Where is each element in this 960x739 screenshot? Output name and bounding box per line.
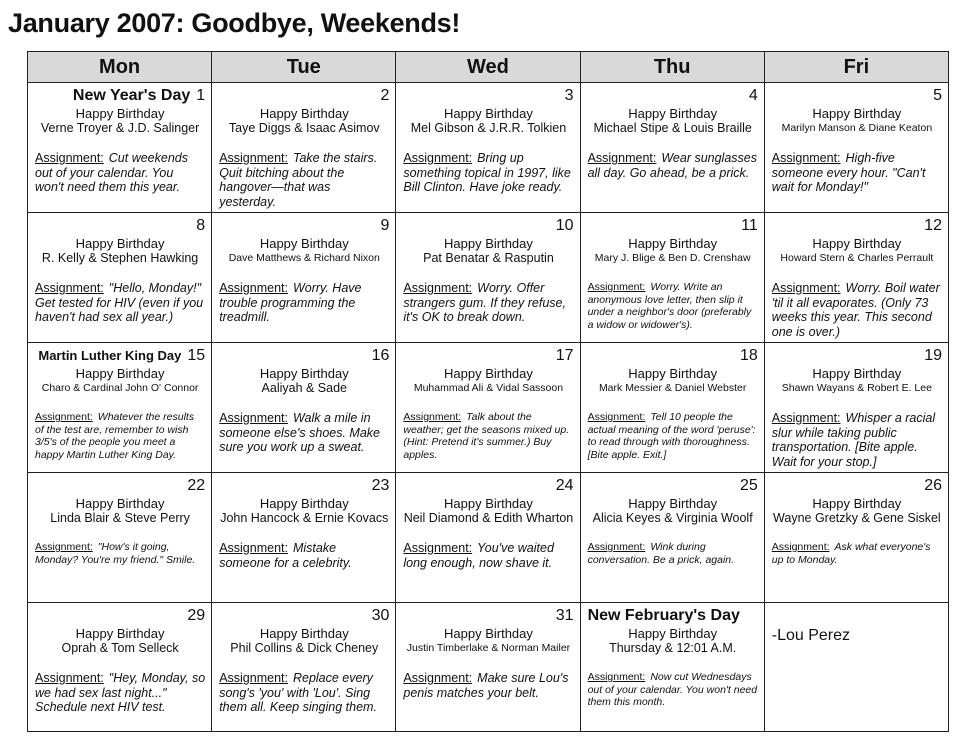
happy-birthday-label: Happy Birthday [628,496,718,511]
assignment-label: Assignment: [35,151,104,165]
happy-birthday-label: Happy Birthday [75,626,165,641]
birthday-names: Mark Messier & Daniel Webster [598,382,747,394]
day-cell [764,213,948,343]
week-row [28,473,949,603]
day-header [35,477,205,496]
assignment [403,281,573,325]
happy-birthday-label: Happy Birthday [444,366,533,381]
happy-birthday-label: Happy Birthday [628,236,718,251]
happy-birthday-label: Happy Birthday [812,106,902,121]
weekday-mon: Mon [28,52,212,83]
assignment-label: Assignment: [35,281,104,295]
week-row [28,83,949,213]
day-header [772,87,942,106]
assignment [588,671,758,709]
day-number: 23 [371,477,390,494]
assignment [772,281,942,339]
day-header [403,217,573,236]
weekday-header-row [28,52,949,83]
assignment-text: Whisper a racial slur while taking public transportation. [Bite apple. Wait for your stop.] [771,411,936,469]
day-header [35,217,205,236]
assignment-text: Wear sunglasses all day. Go ahead, be a prick. [587,151,757,180]
assignment-text: "Hello, Monday!" Get tested for HIV (even if you haven't had sex all year.) [35,281,204,324]
day-number: 12 [924,217,942,234]
day-number: 1 [196,87,206,104]
day-number: 17 [555,347,574,364]
assignment [35,671,205,715]
assignment-label: Assignment: [771,541,830,553]
assignment-label: Assignment: [219,151,288,165]
assignment-text: High-five someone every hour. "Can't wait for Monday!" [771,151,926,194]
weekday-tue: Tue [212,52,396,83]
day-cell [764,603,948,732]
assignment [772,541,942,566]
assignment-label: Assignment: [587,151,657,165]
day-number: 19 [924,347,942,364]
assignment-text: You've waited long enough, now shave it. [403,541,554,570]
assignment [403,671,573,700]
assignment-text: Worry. Offer strangers gum. If they refuse, it's OK to break down. [403,281,566,324]
assignment-label: Assignment: [219,411,288,425]
holiday-label: Martin Luther King Day [38,348,182,363]
birthday-names: Mary J. Blige & Ben D. Crenshaw [594,252,751,264]
day-header [588,87,758,106]
assignment [35,411,205,461]
day-header [35,87,205,106]
assignment-text: Make sure Lou's penis matches your belt. [403,671,569,700]
day-header [403,607,573,626]
birthday-names: Howard Stern & Charles Perrault [780,252,934,264]
day-cell [396,83,580,213]
day-header [588,347,758,366]
day-number: 2 [380,87,390,104]
day-number: 29 [187,607,206,624]
day-number: 25 [739,477,758,494]
day-number: 31 [555,607,574,624]
happy-birthday-label: Happy Birthday [75,236,165,251]
assignment-label: Assignment: [35,411,93,423]
assignment-label: Assignment: [771,411,841,425]
weekday-fri: Fri [764,52,948,83]
birthday-names: Phil Collins & Dick Cheney [230,641,379,655]
assignment-text: Take the stairs. Quit bitching about the hangover—that was yesterday. [219,151,378,209]
assignment-label: Assignment: [587,411,646,423]
day-cell [396,343,580,473]
birthday-names: Verne Troyer & J.D. Salinger [40,121,200,135]
birthday-names: R. Kelly & Stephen Hawking [41,251,199,265]
happy-birthday-label: Happy Birthday [628,106,718,121]
assignment-text: Replace every song's 'you' with 'Lou'. Sing them all. Keep singing them. [219,671,377,714]
assignment [35,541,205,566]
assignment-text: Worry. Boil water 'til it all evaporates. (Only 73 weeks this year. This second one is over.) [771,281,940,339]
assignment [403,411,573,461]
birthday-names: Taye Diggs & Isaac Asimov [228,121,380,135]
assignment [772,151,942,195]
day-header [219,347,389,366]
day-cell [28,473,212,603]
day-header [403,477,573,496]
assignment-label: Assignment: [403,671,473,685]
assignment-text: "Hey, Monday, so we had sex last night..." Schedule next HIV test. [35,671,206,714]
birthday-names: Linda Blair & Steve Perry [50,511,190,525]
day-cell [212,603,396,732]
day-cell [28,343,212,473]
day-number: 11 [741,217,758,234]
birthday-names: Pat Benatar & Rasputin [423,251,554,265]
assignment-label: Assignment: [403,411,462,423]
birthday-names: Marilyn Manson & Diane Keaton [781,122,933,134]
assignment [403,151,573,195]
assignment [219,671,389,715]
assignment [219,281,389,325]
assignment-text: Talk about the weather; get the seasons mixed up. (Hint: Pretend it's summer.) Buy apples. [403,411,570,461]
happy-birthday-label: Happy Birthday [444,626,533,641]
birthday-names: Thursday & 12:01 A.M. [609,641,737,655]
happy-birthday-label: Happy Birthday [75,496,165,511]
assignment-label: Assignment: [771,281,841,295]
day-header [403,347,573,366]
day-cell [580,83,764,213]
birthday-names: Michael Stipe & Louis Braille [593,121,752,135]
day-header [219,217,389,236]
day-header [219,87,389,106]
birthday-names: Oprah & Tom Selleck [61,641,179,655]
day-cell [580,343,764,473]
week-row [28,603,949,732]
assignment-label: Assignment: [403,541,473,555]
assignment-label: Assignment: [219,281,288,295]
day-number: 26 [924,477,942,494]
day-number: 15 [187,347,206,364]
calendar-body [28,83,949,732]
day-cell [764,473,948,603]
day-cell [396,213,580,343]
assignment-text: Bring up something topical in 1997, like Bill Clinton. Have joke ready. [403,151,571,194]
day-header [588,217,758,236]
day-number: 30 [371,607,390,624]
assignment [219,541,389,570]
day-header [35,607,205,626]
day-number: 9 [380,217,390,234]
assignment-label: Assignment: [587,281,646,293]
happy-birthday-label: Happy Birthday [444,236,533,251]
happy-birthday-label: Happy Birthday [259,236,349,251]
happy-birthday-label: Happy Birthday [259,626,349,641]
day-header [588,607,758,626]
day-header [772,477,942,496]
birthday-names: Wayne Gretzky & Gene Siskel [773,511,941,525]
assignment-text: Wink during conversation. Be a prick, again. [587,541,735,566]
assignment [403,541,573,570]
assignment-text: Mistake someone for a celebrity. [219,541,352,570]
day-cell [580,473,764,603]
day-cell [580,213,764,343]
day-header [588,477,758,496]
day-cell [212,473,396,603]
assignment-text: Worry. Write an anonymous love letter, then slip it under a neighbor's door (preferably a widow or widower's). [587,281,752,331]
day-cell [212,83,396,213]
assignment-label: Assignment: [403,281,473,295]
day-cell [212,343,396,473]
assignment [588,281,758,331]
day-number: 5 [933,87,942,104]
happy-birthday-label: Happy Birthday [259,106,349,121]
day-cell [580,603,764,732]
happy-birthday-label: Happy Birthday [444,106,533,121]
day-number: 16 [371,347,390,364]
assignment [588,541,758,566]
day-cell [212,213,396,343]
day-number: 4 [748,87,758,104]
assignment-label: Assignment: [35,541,93,553]
day-header [403,87,573,106]
day-number: 8 [196,217,206,234]
assignment-text: "How's it going, Monday? You're my friend." Smile. [35,541,196,566]
birthday-names: Dave Matthews & Richard Nixon [228,252,380,264]
birthday-names: Mel Gibson & J.R.R. Tolkien [410,121,567,135]
day-header [772,217,942,236]
day-cell [764,343,948,473]
assignment-label: Assignment: [219,541,288,555]
day-header [35,347,205,366]
birthday-names: Alicia Keyes & Virginia Woolf [592,511,753,525]
assignment [588,151,758,180]
happy-birthday-label: Happy Birthday [812,496,902,511]
day-header [772,347,942,366]
day-cell [764,83,948,213]
assignment-label: Assignment: [219,671,288,685]
day-number: 24 [555,477,574,494]
assignment-text: Walk a mile in someone else's shoes. Make sure you work up a sweat. [219,411,380,454]
birthday-names: Neil Diamond & Edith Wharton [403,511,574,525]
day-number: 18 [739,347,758,364]
assignment-text: Worry. Have trouble programming the treadmill. [219,281,362,324]
assignment-text: Tell 10 people the actual meaning of the word 'peruse': to read through with thoroughness. [Bite apple. Exit.] [587,411,756,461]
happy-birthday-label: Happy Birthday [75,366,165,381]
assignment-label: Assignment: [403,151,473,165]
happy-birthday-label: Happy Birthday [444,496,533,511]
assignment-text: Cut weekends out of your calendar. You won't need them this year. [35,151,188,194]
week-row [28,213,949,343]
birthday-names: John Hancock & Ernie Kovacs [220,511,389,525]
assignment [35,281,205,325]
day-header [219,607,389,626]
happy-birthday-label: Happy Birthday [812,366,902,381]
birthday-names: Aaliyah & Sade [261,381,348,395]
happy-birthday-label: Happy Birthday [812,236,902,251]
holiday-label: New February's Day [587,607,740,624]
day-number: 22 [187,477,206,494]
birthday-names: Shawn Wayans & Robert E. Lee [781,382,932,394]
assignment [219,151,389,209]
birthday-names: Justin Timberlake & Norman Mailer [406,642,571,654]
assignment-text: Now cut Wednesdays out of your calendar. You won't need them this month. [587,671,758,708]
holiday-label: New Year's Day [72,87,191,104]
happy-birthday-label: Happy Birthday [628,366,718,381]
birthday-names: Charo & Cardinal John O' Connor [41,382,199,394]
assignment [588,411,758,461]
assignment [219,411,389,455]
weekday-thu: Thu [580,52,764,83]
week-row [28,343,949,473]
page-title: January 2007: Goodbye, Weekends! [8,8,461,38]
calendar-table [27,51,949,732]
day-cell [28,603,212,732]
assignment-label: Assignment: [587,541,646,553]
assignment-text: Ask what everyone's up to Monday. [771,541,931,566]
assignment [35,151,205,195]
signature: -Lou Perez [771,627,851,644]
day-header [219,477,389,496]
birthday-names: Muhammad Ali & Vidal Sassoon [413,382,564,394]
day-number: 10 [555,217,574,234]
weekday-wed: Wed [396,52,580,83]
day-cell [28,83,212,213]
day-cell [396,603,580,732]
assignment-label: Assignment: [587,671,646,683]
assignment-label: Assignment: [35,671,104,685]
assignment-label: Assignment: [771,151,841,165]
assignment-text: Whatever the results of the test are, remember to wish 3/5's of the people you meet a happy Martin Luther King Day. [35,411,195,461]
happy-birthday-label: Happy Birthday [259,496,349,511]
happy-birthday-label: Happy Birthday [75,106,165,121]
day-cell [28,213,212,343]
happy-birthday-label: Happy Birthday [628,626,718,641]
day-cell [396,473,580,603]
happy-birthday-label: Happy Birthday [259,366,349,381]
day-number: 3 [564,87,574,104]
assignment [772,411,942,469]
